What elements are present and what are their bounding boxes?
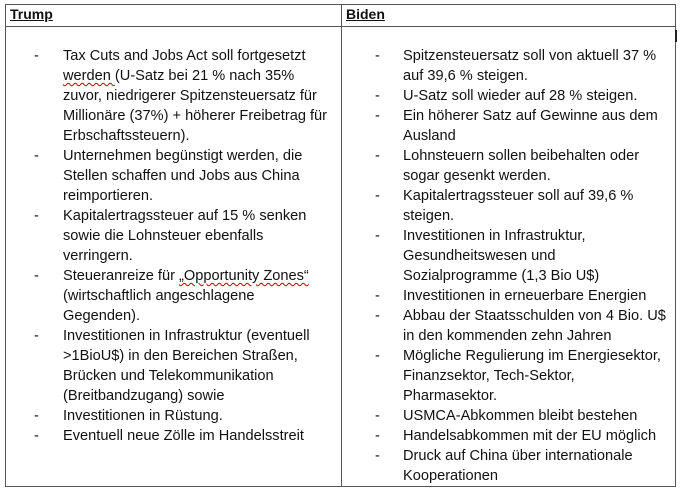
content-row: [6, 27, 676, 487]
item-text-part: (wirtschaftlich angeschlagene Gegenden).: [63, 288, 255, 324]
item-text: Investitionen in Infrastruktur (eventuell >1BioU$) in den Bereichen Straßen, Brücken und Telekommunikation (Breitbandzugang) sowie: [63, 328, 310, 404]
bullet-dash: -: [375, 48, 380, 64]
header-trump[interactable]: Trump: [6, 5, 342, 27]
header-biden[interactable]: Biden: [342, 5, 676, 27]
trump-cell[interactable]: [6, 27, 342, 487]
item-text-part: (U-Satz bei 21 % nach 35% zuvor, niedrigerer Spitzensteuersatz für Millionäre (37%) + höherer Freibetrag für Erbschaftssteuern).: [63, 68, 328, 144]
bullet-dash: -: [375, 288, 380, 304]
list-item: [6, 406, 341, 426]
list-item: [342, 106, 675, 146]
item-text: Lohnsteuern sollen beibehalten oder sogar gesenkt werden.: [403, 148, 640, 184]
bullet-dash: -: [34, 428, 39, 444]
item-text: Investitionen in Rüstung.: [63, 408, 223, 424]
list-item: [6, 46, 341, 146]
list-item: [342, 186, 675, 226]
bullet-dash: -: [375, 348, 380, 364]
comparison-table: [5, 4, 676, 487]
item-text: Ein höherer Satz auf Gewinne aus dem Ausland: [403, 108, 658, 144]
list-item: [342, 226, 675, 286]
bullet-dash: -: [34, 408, 39, 424]
header-row: [6, 5, 676, 27]
spellcheck-word: werden: [63, 68, 115, 84]
list-item: [342, 406, 675, 426]
trump-list: [6, 46, 341, 446]
item-text: U-Satz soll wieder auf 28 % steigen.: [403, 88, 638, 104]
bullet-dash: -: [375, 428, 380, 444]
item-text: Eventuell neue Zölle im Handelsstreit: [63, 428, 304, 444]
list-item: [342, 286, 675, 306]
list-item: [342, 146, 675, 186]
list-item: [6, 266, 341, 326]
list-item: [342, 346, 675, 406]
edge-marker: [675, 30, 677, 42]
bullet-dash: -: [34, 328, 39, 344]
bullet-dash: -: [375, 448, 380, 464]
item-text: Investitionen in erneuerbare Energien: [403, 288, 647, 304]
item-text: Mögliche Regulierung im Energiesektor, Finanzsektor, Tech-Sektor, Pharmasektor.: [403, 348, 661, 404]
list-item: [342, 306, 675, 346]
list-item: [342, 426, 675, 446]
bullet-dash: -: [34, 268, 39, 284]
bullet-dash: -: [375, 188, 380, 204]
item-text-part: Steueranreize für: [63, 268, 180, 284]
list-item: [6, 326, 341, 406]
bullet-dash: -: [34, 208, 39, 224]
list-item: [342, 446, 675, 486]
item-text: Investitionen in Infrastruktur, Gesundheitswesen und Sozialprogramme (1,3 Bio U$): [403, 228, 600, 284]
bullet-dash: -: [375, 88, 380, 104]
item-text-part: Tax: [63, 48, 90, 64]
bullet-dash: -: [34, 148, 39, 164]
item-text: Unternehmen begünstigt werden, die Stellen schaffen und Jobs aus China reimportieren.: [63, 148, 303, 204]
item-text: Abbau der Staatsschulden von 4 Bio. U$ in den kommenden zehn Jahren: [403, 308, 666, 344]
bullet-dash: -: [34, 48, 39, 64]
item-text: Kapitalertragssteuer auf 15 % senken sowie die Lohnsteuer ebenfalls verringern.: [63, 208, 307, 264]
biden-list: [342, 46, 675, 486]
list-item: [342, 86, 675, 106]
bullet-dash: -: [375, 228, 380, 244]
item-text: Kapitalertragssteuer soll auf 39,6 % steigen.: [403, 188, 634, 224]
item-text: Handelsabkommen mit der EU möglich: [403, 428, 657, 444]
bullet-dash: -: [375, 108, 380, 124]
item-text: USMCA-Abkommen bleibt bestehen: [403, 408, 638, 424]
item-text: Spitzensteuersatz soll von aktuell 37 % auf 39,6 % steigen.: [403, 48, 657, 84]
bullet-dash: -: [375, 308, 380, 324]
spellcheck-word: „Opportunity Zones“: [179, 268, 309, 284]
list-item: [6, 426, 341, 446]
item-text: Druck auf China über internationale Kooperationen: [403, 448, 633, 484]
list-item: [6, 206, 341, 266]
biden-cell[interactable]: [342, 27, 676, 487]
list-item: [6, 146, 341, 206]
bullet-dash: -: [375, 408, 380, 424]
bullet-dash: -: [375, 148, 380, 164]
item-text-part: Cuts and Jobs Act soll fortgesetzt: [89, 48, 306, 64]
list-item: [342, 46, 675, 86]
